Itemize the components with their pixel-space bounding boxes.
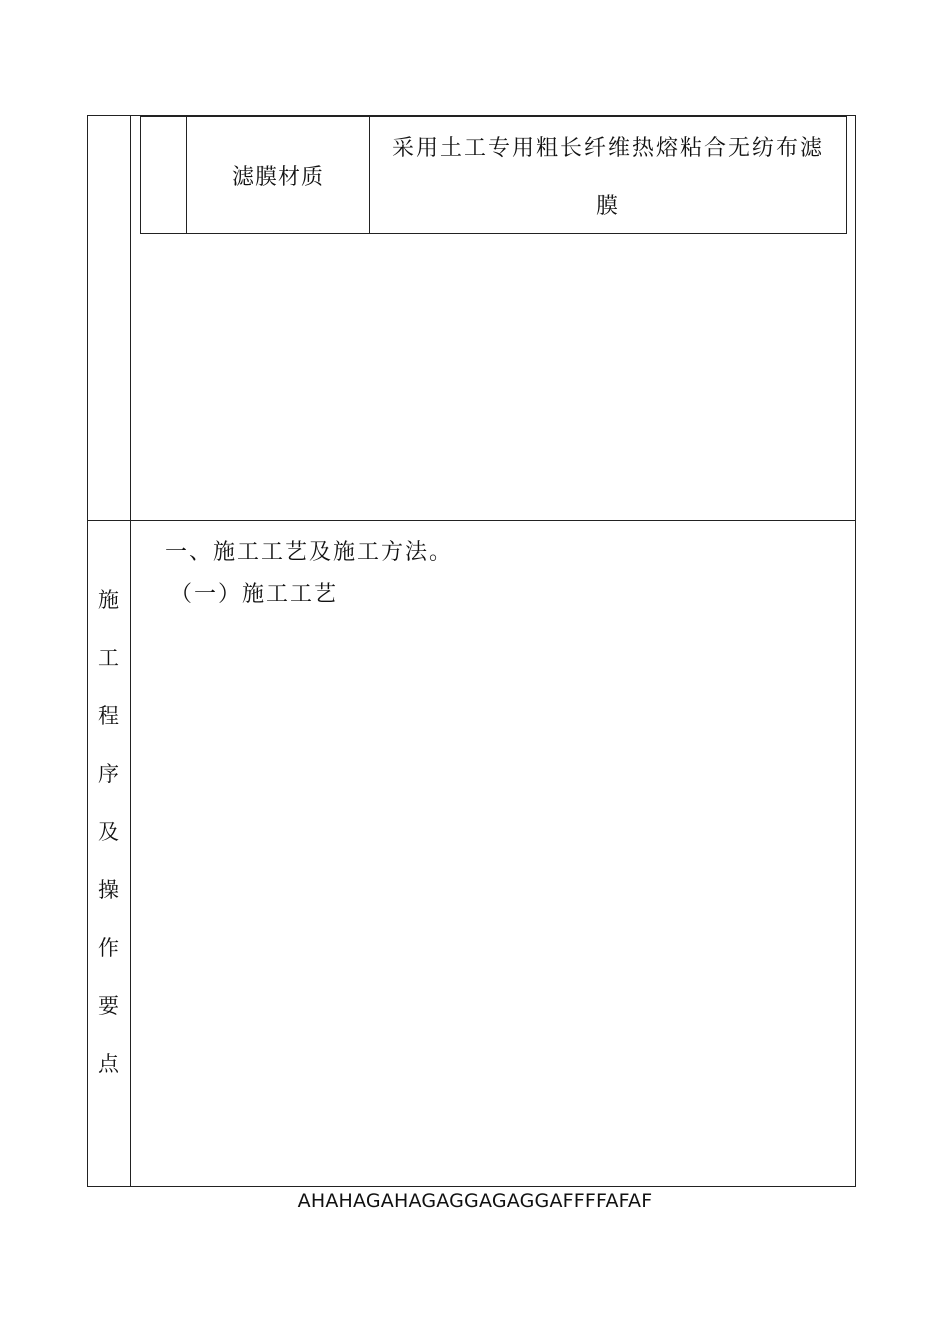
column-divider — [130, 115, 131, 1187]
side-label-char: 序 — [98, 762, 119, 786]
spec-value-line-2: 膜 — [595, 194, 620, 219]
spec-index-cell — [141, 117, 187, 233]
row-divider — [87, 520, 856, 521]
side-label-char: 程 — [98, 704, 119, 728]
spec-table — [140, 116, 847, 234]
side-label-char: 施 — [98, 588, 119, 612]
form-table — [87, 115, 856, 1187]
side-label-char: 及 — [98, 820, 119, 844]
spec-value-line-1: 采用土工专用粗长纤维热熔粘合无纺布滤 — [391, 136, 824, 161]
spec-label: 滤膜材质 — [231, 164, 324, 190]
side-label-char: 操 — [98, 878, 119, 902]
side-label-char: 工 — [98, 646, 119, 670]
spec-label-cell — [187, 117, 370, 233]
spec-value-cell — [370, 117, 846, 233]
side-label — [87, 583, 130, 1105]
page-footer: AHAHAGAHAGAGGAGAGGAFFFFAFAF — [297, 1190, 653, 1212]
section-heading: 一、施工工艺及施工方法。 — [165, 540, 454, 565]
side-label-char: 要 — [98, 994, 119, 1018]
side-label-char: 作 — [98, 936, 119, 960]
side-label-char: 点 — [98, 1052, 119, 1076]
section-subheading: （一）施工工艺 — [170, 582, 339, 607]
